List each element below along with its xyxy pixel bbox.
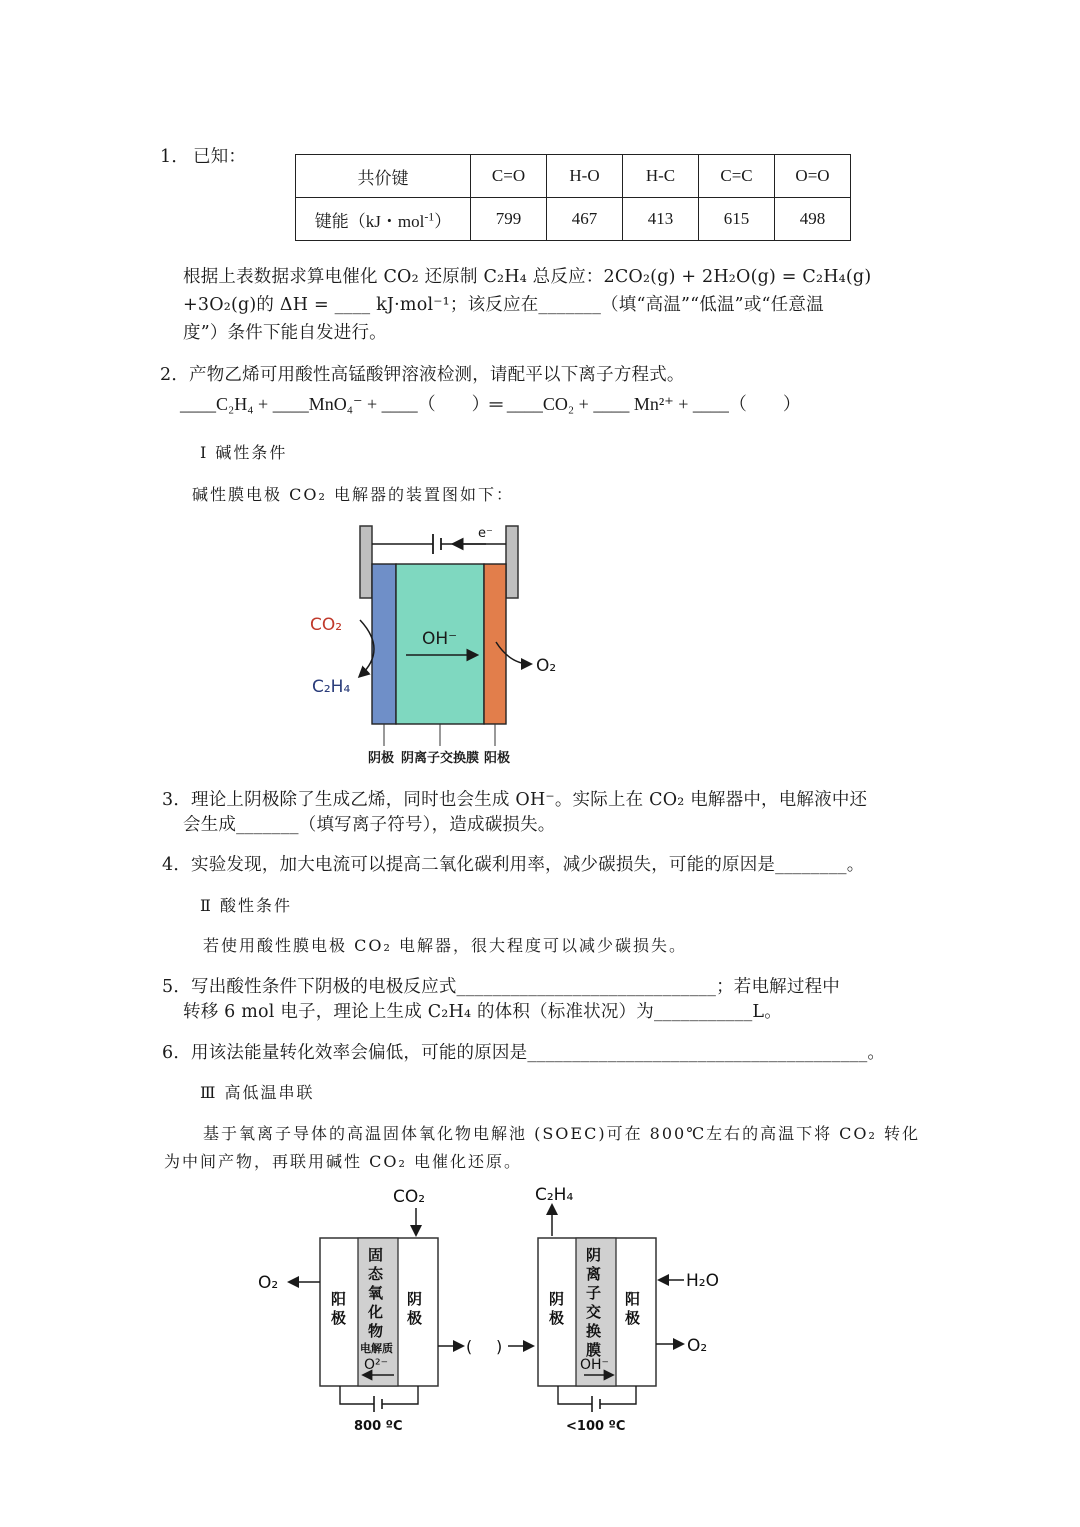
soec-cathode-label-1: 阴 <box>407 1290 423 1308</box>
cathode-caption: 阴极 <box>368 751 395 766</box>
electrolyte-char: 化 <box>368 1303 384 1321</box>
table-row <box>296 198 851 241</box>
cathode-layer <box>372 564 396 724</box>
co2-label: CO₂ <box>310 615 343 635</box>
soec-anode-label-1: 阳 <box>331 1290 347 1308</box>
q3-line1: 3．理论上阴极除了生成乙烯，同时也会生成 OH⁻。实际上在 CO₂ 电解器中，电解液中还 <box>162 790 868 810</box>
alk-circuit-wire <box>600 1386 636 1404</box>
q1-number: 1． <box>160 147 190 167</box>
table-header-cell: C=O <box>471 155 547 198</box>
q1-given: 已知： <box>193 147 247 167</box>
alk-h2o-label: H₂O <box>686 1271 719 1291</box>
electrolyte-char: 固 <box>368 1246 384 1264</box>
q4-line1: 4．实验发现，加大电流可以提高二氧化碳利用率，减少碳损失，可能的原因是________。 <box>162 855 865 875</box>
hydroxide-ion-label: OH⁻ <box>422 629 458 649</box>
alk-cathode-label-1: 阴 <box>549 1290 565 1308</box>
membrane-char: 交 <box>586 1303 602 1321</box>
alk-temperature: <100 ºC <box>566 1419 626 1434</box>
tandem-electrolysis-diagram <box>250 1176 740 1436</box>
table-row <box>296 155 851 198</box>
q6-line1: 6．用该法能量转化效率会偏低，可能的原因是______________________________________。 <box>162 1043 886 1063</box>
anode-caption: 阳极 <box>484 751 511 766</box>
soec-circuit-wire <box>340 1386 374 1404</box>
section3-heading: Ⅲ 高低温串联 <box>200 1083 315 1102</box>
hydroxide-ion-label: OH⁻ <box>580 1357 609 1373</box>
membrane-char: 子 <box>586 1284 602 1302</box>
intermediate-close-paren: ) <box>496 1337 503 1356</box>
alk-anode-label-1: 阳 <box>625 1290 641 1308</box>
membrane-char: 膜 <box>586 1341 602 1359</box>
bond-energy-label: 键能（kJ・mol$^{-1}$） <box>296 198 471 241</box>
q1-line3: 度”）条件下能自发进行。 <box>183 323 387 343</box>
electrolyte-char: 物 <box>368 1322 384 1340</box>
section1-intro: 碱性膜电极 CO₂ 电解器的装置图如下： <box>192 485 514 504</box>
alk-cathode-label-2: 极 <box>549 1309 565 1327</box>
q5-line2: 转移 6 mol 电子，理论上生成 C₂H₄ 的体积（标准状况）为___________L。 <box>183 1002 782 1022</box>
alk-circuit-wire <box>558 1386 592 1404</box>
q5-line1: 5．写出酸性条件下阴极的电极反应式_____________________________；若电解过程中 <box>162 977 840 997</box>
electron-label: e⁻ <box>478 526 493 541</box>
q2-line1: 2．产物乙烯可用酸性高锰酸钾溶液检测，请配平以下离子方程式。 <box>160 365 685 385</box>
membrane-char: 阴 <box>586 1246 602 1264</box>
alkaline-electrolyzer-diagram <box>290 518 560 773</box>
soec-co2-label: CO₂ <box>393 1187 426 1207</box>
soec-o2-label: O₂ <box>258 1273 279 1293</box>
left-end-plate <box>360 526 372 598</box>
table-header-cell: H-O <box>547 155 623 198</box>
table-cell: 615 <box>699 198 775 241</box>
anode-layer <box>484 564 506 724</box>
o2-label: O₂ <box>536 656 557 676</box>
q3-line2: 会生成_______（填写离子符号），造成碳损失。 <box>183 815 556 835</box>
soec-temperature: 800 ºC <box>354 1419 403 1434</box>
soec-cathode-label-2: 极 <box>407 1309 423 1327</box>
oxide-ion-label: O²⁻ <box>364 1357 389 1373</box>
electrolyte-char: 态 <box>368 1265 384 1283</box>
alk-anode-label-2: 极 <box>625 1309 641 1327</box>
section3-intro-line2: 为中间产物，再联用碱性 CO₂ 电催化还原。 <box>164 1152 522 1171</box>
membrane-char: 换 <box>586 1322 602 1340</box>
section2-heading: Ⅱ 酸性条件 <box>200 896 292 915</box>
c2h4-label: C₂H₄ <box>312 677 351 697</box>
table-cell: 467 <box>547 198 623 241</box>
table-cell: 413 <box>623 198 699 241</box>
electrolyte-subtitle: 电解质 <box>360 1342 393 1355</box>
q1-line2: +3O₂(g)的 ΔH = ____ kJ·mol⁻¹；该反应在_______（填“高温”“低温”或“任意温 <box>183 295 824 315</box>
electrolyte-char: 氧 <box>368 1284 384 1302</box>
table-cell: 498 <box>775 198 851 241</box>
bond-energy-table <box>295 154 851 241</box>
table-header-cell: C=C <box>699 155 775 198</box>
table-header-cell: O=O <box>775 155 851 198</box>
soec-circuit-wire <box>382 1386 418 1404</box>
section3-intro-line1: 基于氧离子导体的高温固体氧化物电解池 (SOEC)可在 800℃左右的高温下将 CO₂ 转化 <box>203 1124 921 1143</box>
table-header-cell: 共价键 <box>296 155 471 198</box>
alk-o2-label: O₂ <box>687 1336 708 1356</box>
membrane-caption: 阴离子交换膜 <box>401 751 480 766</box>
section2-intro: 若使用酸性膜电极 CO₂ 电解器，很大程度可以减少碳损失。 <box>203 936 687 955</box>
table-cell: 799 <box>471 198 547 241</box>
soec-anode-label-2: 极 <box>331 1309 347 1327</box>
right-end-plate <box>506 526 518 598</box>
alk-c2h4-label: C₂H₄ <box>535 1185 574 1205</box>
membrane-char: 离 <box>586 1265 602 1283</box>
q1-line1: 根据上表数据求算电催化 CO₂ 还原制 C₂H₄ 总反应：2CO₂(g) + 2H₂O(g) = C₂H₄(g) <box>183 267 872 287</box>
q2-equation: ____C₂H₄ + ____MnO₄⁻ + ____（ ）═ ____CO₂ + ____ Mn²⁺ + ____（ ） <box>180 394 801 414</box>
section1-heading: Ⅰ 碱性条件 <box>200 443 288 462</box>
intermediate-open-paren: ( <box>466 1337 473 1356</box>
table-header-cell: H-C <box>623 155 699 198</box>
